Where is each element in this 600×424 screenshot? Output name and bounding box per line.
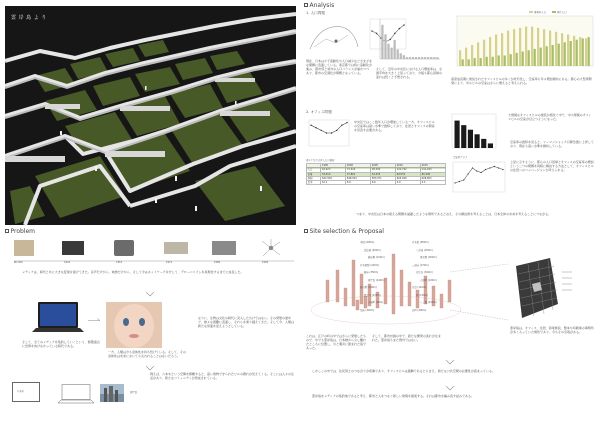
site-map-legend: [562, 268, 598, 308]
bar-resident: [564, 42, 566, 66]
problem-text5: 例えば、六本木という空間を俯瞰すると、高い建物で守られたビルの群れが見えてくる。そこには人々の生活があり、新たなコミュニティが形成されている。: [150, 372, 295, 380]
bar-resident: [468, 59, 470, 66]
data-point: [346, 122, 347, 123]
city-image: [100, 384, 124, 402]
hero-rendering: [5, 6, 296, 225]
table-cell: 52,433: [371, 172, 396, 176]
bar-office: [513, 29, 515, 66]
media-item-3: [164, 242, 188, 254]
media-timeline: [14, 238, 296, 268]
bar-resident: [486, 57, 488, 66]
data-point: [454, 182, 455, 183]
analysis-text-b: そして、近年の中央区における人口増加率は、全国平均を大きく上回っており、今後も都心回帰の流れは続くと予想される。: [376, 67, 442, 79]
bar-office: [567, 34, 569, 66]
year-4: 1980: [214, 261, 221, 264]
analysis-text-g: 上記に示すように、都心の人口回帰とオフィスの空室率の増加という二つの問題を同時に解決する方法として、オフィスビルの住居へのコンバージョンが考えられる。: [510, 160, 594, 172]
bar-office: [531, 27, 533, 66]
bar-office: [465, 48, 467, 66]
chart-vacancy-bars: [450, 112, 498, 152]
media-item-2: [114, 240, 134, 256]
analysis-text-a: 現在、日本は少子高齢化や人口減少などさまざまな問題に直面している。東京都では特に高齢化が進み、都市部と郊外の人口バランスが崩れつつあり、都市の空洞化が問題となっている。: [306, 59, 372, 75]
bar-resident: [576, 40, 578, 66]
data-point: [494, 166, 495, 167]
bar-resident: [516, 53, 518, 66]
table-cell: 69,532: [396, 172, 421, 176]
bar-resident: [540, 48, 542, 66]
bar: [397, 50, 399, 60]
chart-bars-decline-svg: [376, 15, 442, 63]
tower-bar: [326, 280, 329, 302]
laptop-icon: [30, 300, 86, 338]
city-photo: [100, 384, 124, 402]
bar: [427, 57, 429, 59]
site-label: 本橋 (600m): [360, 241, 375, 244]
bar: [381, 25, 383, 59]
bar: [468, 130, 473, 148]
table-cell: 37,801: [346, 172, 371, 176]
bar-resident: [558, 44, 560, 66]
bar-resident: [588, 37, 590, 66]
laptop-sketch: [56, 384, 96, 404]
bar-resident: [510, 54, 512, 66]
data-point: [485, 169, 486, 170]
site-label: 霊岸島 (440m): [368, 278, 385, 282]
arrow-right-icon: [88, 318, 102, 323]
problem-text3: そして、全てのメディアを集約していくという、無限遠点に世界を向けなかっている時代である。: [22, 340, 100, 348]
data-point: [371, 30, 373, 32]
tower-bar: [356, 300, 359, 310]
data-point: [331, 132, 332, 133]
analysis-text-e: 大規模なオフィスビルの建設が相次ぐ中で、中小規模のオフィスビルの空室が目立つようになった。: [508, 113, 592, 121]
hero-rendering-svg: [5, 6, 296, 225]
table-cell: 141,183: [421, 168, 446, 172]
bar-resident: [570, 41, 572, 66]
box-sketch: [12, 382, 40, 402]
table-cell: 80,436: [421, 172, 446, 176]
site-label: 日比谷 (300m): [416, 271, 433, 274]
site-text1: これは、江戸の町の中ではさらに発展したもので、中でも霊岸島は、日本橋から少し離れたところに位置し、川と運河に囲まれた島であった。: [306, 334, 366, 350]
chart-population-legend: [529, 10, 567, 14]
site-label: 築地 (320m): [360, 308, 375, 312]
data-point: [472, 167, 473, 168]
site-heading: Site selection & Proposal: [304, 228, 384, 235]
data-point: [326, 132, 327, 133]
site-label: 銀座駅 (150m): [368, 256, 385, 259]
table-title: 表1.主な中央区人口の推移: [306, 159, 335, 162]
bar: [390, 48, 392, 59]
mid-label: 霊岸島: [130, 391, 138, 394]
data-point: [321, 130, 322, 131]
year-1: 1924: [64, 261, 71, 264]
table-cell: 4.9: [396, 181, 421, 185]
bar-resident: [534, 49, 536, 66]
analysis-text-d: 中央区ではここ数年人口が増加している一方、オフィスビルの空室率は高い水準で推移しており、住居とオフィスの関係を見直す必要がある。: [354, 120, 435, 132]
analysis-text-h: つまり、中央区は日本の抱える問題を凝縮したような場所であると言え、その解決策を考えることは、日本全体の未来を考えることにつながる。: [356, 212, 552, 216]
problem-text1: メディアは、時代と共に大きな変貌を遂げてきた。音声だけから、映像だけから、そして今はネットワークを介して、グローバリズムを具現化するまでに成長した。: [22, 270, 244, 274]
site-label: 東京駅 (300m): [420, 256, 437, 259]
data-point: [476, 170, 477, 171]
bar-resident: [498, 55, 500, 66]
chevron-down-icon-2: [146, 366, 154, 371]
chart-population-bars-svg: [449, 10, 595, 72]
analysis-sub2: 2. オフィス問題: [306, 110, 332, 114]
laptop-illustration: [30, 300, 86, 338]
bar-resident: [552, 45, 554, 66]
chart-office-line-svg: [306, 118, 352, 150]
chart-vacancy-bars-svg: [450, 112, 498, 152]
bar-office: [477, 42, 479, 66]
site-label: 月島 (110m): [412, 286, 427, 289]
bar: [436, 57, 438, 59]
bar-resident: [462, 59, 464, 66]
site-label: 茅場町 (60m): [368, 301, 384, 304]
site-label: 新川駅 (190m): [360, 286, 377, 289]
year-0: BC.300: [14, 261, 23, 264]
bar: [387, 44, 389, 59]
bar: [455, 121, 460, 148]
bar-office: [537, 28, 539, 66]
table-row: [307, 181, 446, 185]
site-text4: しかしこの中では、住民同士のつながりが希薄であり、オフィスビルは過剰であるとも言え、新たな公共空間の必要性が高まっている。: [312, 369, 495, 373]
analysis-sub1: 1. 人口問題: [306, 11, 325, 15]
bar: [409, 57, 411, 59]
tower-bar: [352, 260, 355, 306]
site-label: 八丁堀 (210m): [420, 301, 437, 304]
media-item-4: [212, 241, 236, 255]
bar-office: [471, 45, 473, 66]
bar: [481, 139, 486, 148]
analysis-heading: Analysis: [304, 2, 334, 9]
data-point: [498, 167, 499, 168]
bar-resident: [582, 38, 584, 66]
site-label: 勝どき (270m): [364, 293, 381, 297]
table-cell: 32,010: [321, 172, 346, 176]
media-item-1: [62, 241, 84, 255]
table-cell: 2010: [396, 164, 421, 168]
site-label: 浜町 (400m): [412, 308, 427, 312]
bar-office: [489, 37, 491, 66]
site-label: 佃 (130m): [416, 293, 428, 297]
table-cell: 648,034: [346, 176, 371, 180]
series-line: [455, 167, 503, 184]
site-label: 八重洲 (250m): [416, 248, 433, 252]
data-point: [341, 125, 342, 126]
site-label: 三越前 (270m): [412, 263, 429, 267]
hero-title: 霊 岸 島 よ り: [11, 15, 47, 21]
table-cell: 605,926: [396, 176, 421, 180]
chart-bars-decline: [376, 15, 442, 63]
problem-text4: 一方、人類は今も身体性を持ち続けている。そして、その身体性は未来においても失われることはないだろう。: [108, 350, 186, 358]
analysis-text-c: 高度成長期に建設されたオフィスビルの多くが老朽化し、空室率も年々増加傾向にある。都心の大型再開発により、中小ビルの空室はさらに増えると考えられる。: [451, 77, 592, 85]
table-highlight-row: [306, 167, 446, 169]
bar-office: [549, 31, 551, 66]
bar: [412, 57, 414, 59]
table-cell: 8.9: [346, 181, 371, 185]
bar-office: [579, 37, 581, 66]
bar-resident: [474, 58, 476, 66]
data-point: [502, 169, 503, 170]
bar-resident: [492, 57, 494, 66]
table-cell: 72,526: [346, 168, 371, 172]
bar-resident: [522, 52, 524, 66]
table-cell: 人口: [307, 168, 321, 172]
table-cell: 647,902: [321, 176, 346, 180]
bar-office: [507, 31, 509, 66]
bar-office: [501, 33, 503, 66]
table-row: [307, 176, 446, 180]
bar-office: [459, 50, 461, 66]
baby-photo: [106, 302, 162, 348]
table-cell: 6.6: [371, 181, 396, 185]
table-cell: 2005: [371, 164, 396, 168]
year-3: 1972: [166, 261, 173, 264]
chevron-down-icon-4: [446, 386, 454, 391]
site-label: 日本橋駅 (100m): [360, 263, 380, 267]
table-cell: 1995: [321, 164, 346, 168]
bar: [433, 57, 435, 59]
table-cell: 98,399: [371, 168, 396, 172]
bar: [421, 57, 423, 59]
chart-vacancy-line: [450, 156, 508, 198]
baby-face-image: [106, 302, 162, 348]
site-label: 銀座 (350m): [364, 271, 379, 274]
population-table: [306, 158, 446, 185]
table-cell: 4.3: [421, 181, 446, 185]
problem-text2: なりに、生物は文化の時代に突入したわけではない。その発展の途中で、様々な困難に直面し、それらを乗り越えてきた。そして今、人類は新たな局面を迎えようとしている。: [198, 316, 294, 328]
table-cell: 昼間: [307, 176, 321, 180]
bar: [400, 53, 402, 59]
chart-vacancy-line-svg: [450, 160, 508, 198]
site-text5: 霊岸島をメディアの集約地であると考え、都市と人をつなぐ新しい建築を提案する。それは都市を編み直す試みである。: [312, 394, 474, 398]
timeline-line: [14, 258, 296, 264]
bar-resident: [528, 50, 530, 66]
map-legend-lines: [562, 268, 598, 308]
bar-office: [525, 27, 527, 66]
table-cell: 比率: [307, 181, 321, 185]
bar: [488, 143, 493, 148]
bar-office: [519, 28, 521, 66]
bar: [403, 55, 405, 59]
bar-office: [555, 32, 557, 66]
bar-office: [561, 33, 563, 66]
site-label: 人形町 (220m): [420, 278, 437, 282]
site-label: 高島屋 (400m): [364, 248, 381, 252]
data-point: [481, 172, 482, 173]
bar: [430, 57, 432, 59]
bar-resident: [546, 46, 548, 66]
satellite-map-image: [510, 256, 560, 322]
chart-office-line: [306, 118, 352, 150]
tower-bar: [344, 288, 347, 306]
site-text3: 霊岸島は、オフィス、住居、商業施設、製本や印刷業の事務所が多く入っていた場所であり、今もその名残がある。: [510, 326, 594, 334]
bar-office: [483, 40, 485, 66]
bar-office: [495, 34, 497, 66]
site-text2: そして、都市計画の中で、新たな開発の流れが生まれた。霊岸島もまた例外ではない。: [372, 334, 441, 342]
data-point: [463, 179, 464, 180]
bar-resident: [504, 55, 506, 66]
bar: [394, 40, 396, 59]
table-row: [307, 172, 446, 176]
table-cell: 608,603: [421, 176, 446, 180]
laptop-outline-icon: [56, 384, 96, 404]
chevron-down-icon-3: [446, 360, 454, 365]
data-point: [467, 173, 468, 174]
year-5: 1995: [262, 261, 269, 264]
bar: [384, 34, 386, 59]
media-item-0: [14, 240, 34, 256]
analysis-text-f: 空室率の推移を見ると、リーマンショック以降急激に上昇しており、現在も高い水準を維持している。: [510, 140, 594, 148]
bar: [415, 57, 417, 59]
analysis-map: [306, 19, 362, 55]
chevron-down-icon: [146, 292, 154, 297]
legend-item-1: 事務所人口: [529, 10, 546, 14]
legend-item-2: 居住人口: [552, 10, 567, 14]
bar: [418, 57, 420, 59]
site-map: [510, 256, 560, 322]
chart-population-bars: [449, 10, 595, 72]
table-cell: 122,762: [396, 168, 421, 172]
media-item-5: [260, 238, 282, 258]
bar-resident: [480, 58, 482, 66]
table-cell: 2015: [421, 164, 446, 168]
problem-heading: Problem: [5, 228, 35, 235]
bar-office: [573, 36, 575, 66]
table-cell: 63,923: [321, 168, 346, 172]
bar: [424, 57, 426, 59]
bar-office: [543, 29, 545, 66]
connector-lines: [450, 262, 510, 322]
data-point: [459, 181, 460, 182]
data-point: [310, 125, 311, 126]
tower-bar: [336, 270, 339, 302]
data-point: [315, 127, 316, 128]
data-point: [336, 130, 337, 131]
bar: [406, 57, 408, 59]
table-cell: 10.1: [321, 181, 346, 185]
site-label: 日本橋 (850m): [412, 241, 429, 244]
table-cell: 2000: [346, 164, 371, 168]
table-cell: 653,071: [371, 176, 396, 180]
box-label: 六本木: [17, 390, 25, 393]
bar: [475, 134, 480, 148]
chart-vacancy-note: 空室率グラフ: [453, 156, 468, 159]
analysis-map-svg: [306, 19, 362, 55]
year-2: 1953: [116, 261, 123, 264]
network-icon: [260, 238, 282, 258]
bar-office: [585, 38, 587, 66]
data-point: [489, 167, 490, 168]
bar: [461, 125, 466, 148]
table-cell: 世帯: [307, 172, 321, 176]
